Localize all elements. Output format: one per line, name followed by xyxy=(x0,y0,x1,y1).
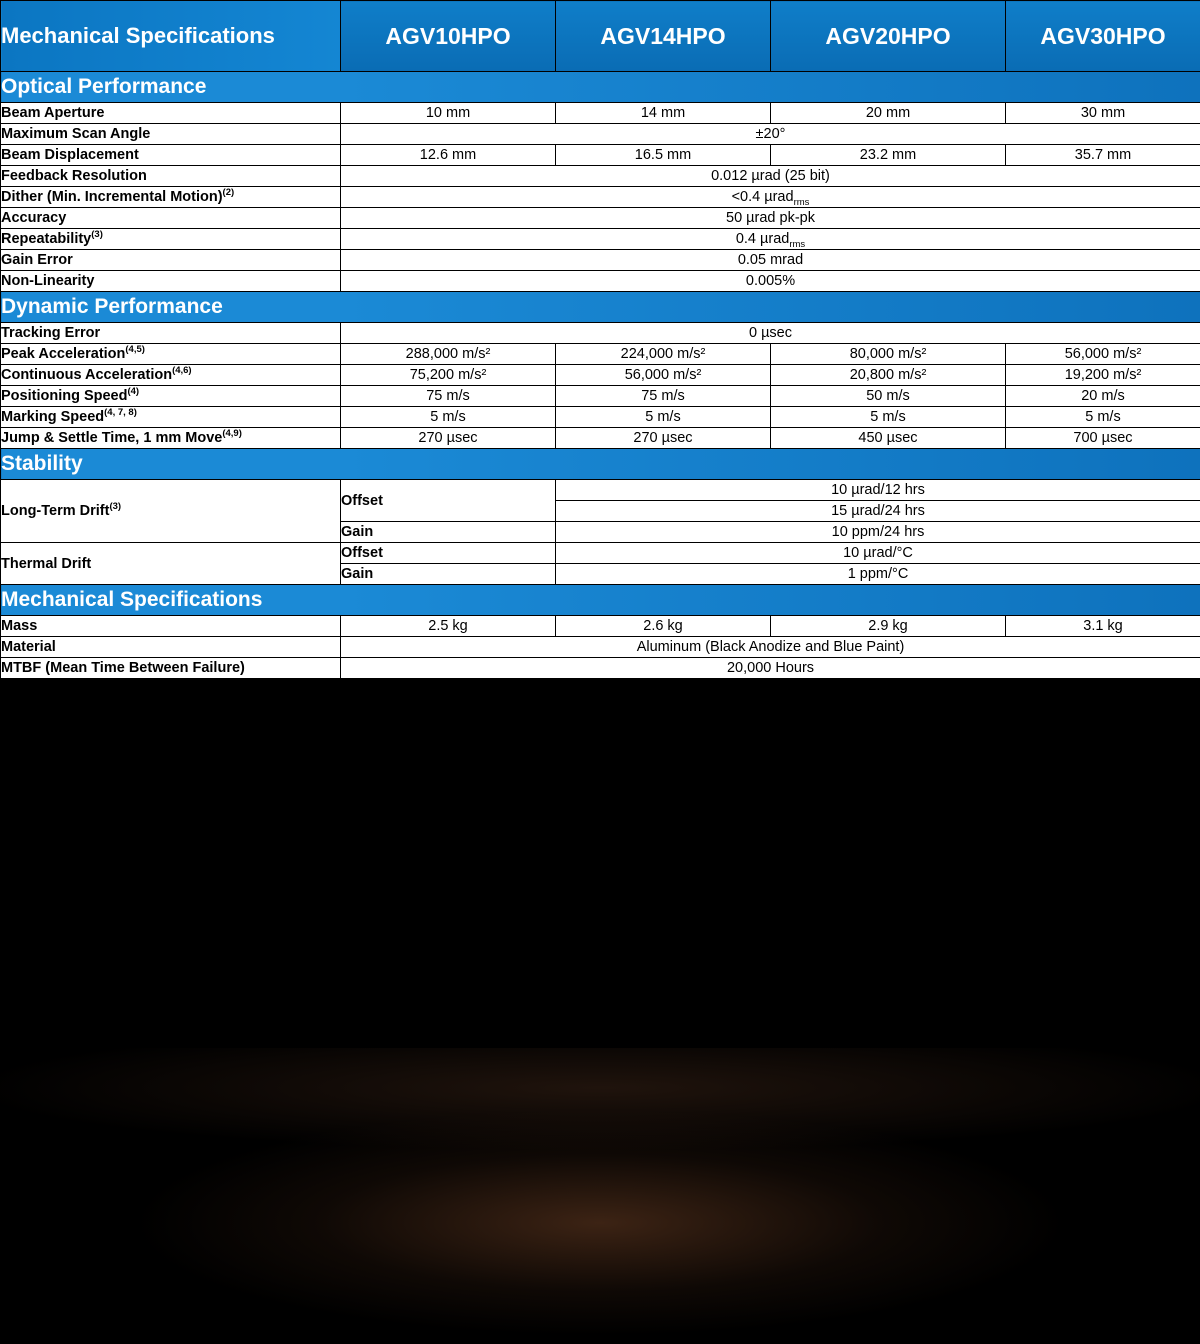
table-row xyxy=(1,386,1200,407)
cell-material: Aluminum (Black Anodize and Blue Paint) xyxy=(341,637,1200,658)
footnote-marker: (4, 7, 8) xyxy=(104,407,137,419)
cell-continuous-acceleration-4: 19,200 m/s² xyxy=(1006,365,1200,386)
footnote-marker: (2) xyxy=(222,187,235,199)
section-row-dynamic xyxy=(1,292,1200,323)
cell-peak-acceleration-1: 288,000 m/s² xyxy=(341,344,556,365)
cell-positioning-speed-4: 20 m/s xyxy=(1006,386,1200,407)
cell-long-term-drift-gain: 10 ppm/24 hrs xyxy=(556,522,1200,543)
cell-positioning-speed-1: 75 m/s xyxy=(341,386,556,407)
footnote-marker: (4,6) xyxy=(172,365,192,377)
row-label-jump-settle-time-text: Jump & Settle Time, 1 mm Move xyxy=(1,430,223,446)
cell-beam-aperture-3: 20 mm xyxy=(771,103,1006,124)
footnote-marker: (3) xyxy=(91,229,103,241)
cell-repeatability xyxy=(341,229,1200,250)
cell-non-linearity: 0.005% xyxy=(341,271,1200,292)
section-title-optical: Optical Performance xyxy=(1,72,1200,103)
row-label-dither xyxy=(1,187,341,208)
row-label-material: Material xyxy=(1,637,341,658)
row-label-jump-settle-time xyxy=(1,428,341,449)
cell-beam-displacement-4: 35.7 mm xyxy=(1006,145,1200,166)
table-row xyxy=(1,407,1200,428)
table-row xyxy=(1,187,1200,208)
cell-beam-aperture-1: 10 mm xyxy=(341,103,556,124)
row-label-tracking-error: Tracking Error xyxy=(1,323,341,344)
cell-thermal-drift-offset: 10 µrad/°C xyxy=(556,543,1200,564)
unit-subscript: rms xyxy=(793,196,810,208)
cell-beam-aperture-2: 14 mm xyxy=(556,103,771,124)
row-label-repeatability xyxy=(1,229,341,250)
cell-long-term-drift-offset-24hrs: 15 µrad/24 hrs xyxy=(556,501,1200,522)
footnote-marker: (4,9) xyxy=(222,428,242,440)
cell-mass-2: 2.6 kg xyxy=(556,616,771,637)
table-row xyxy=(1,208,1200,229)
cell-gain-error: 0.05 mrad xyxy=(341,250,1200,271)
column-header-model-3: AGV20HPO xyxy=(771,1,1006,72)
row-label-marking-speed xyxy=(1,407,341,428)
row-label-mass: Mass xyxy=(1,616,341,637)
background-glow xyxy=(0,1048,1200,1344)
column-header-model-2: AGV14HPO xyxy=(556,1,771,72)
cell-dither xyxy=(341,187,1200,208)
cell-continuous-acceleration-2: 56,000 m/s² xyxy=(556,365,771,386)
cell-jump-settle-2: 270 µsec xyxy=(556,428,771,449)
cell-maximum-scan-angle: ±20° xyxy=(341,124,1200,145)
subrow-label-offset: Offset xyxy=(341,543,556,564)
cell-thermal-drift-gain: 1 ppm/°C xyxy=(556,564,1200,585)
cell-mass-1: 2.5 kg xyxy=(341,616,556,637)
cell-positioning-speed-2: 75 m/s xyxy=(556,386,771,407)
row-label-thermal-drift: Thermal Drift xyxy=(1,543,341,585)
section-row-stability xyxy=(1,449,1200,480)
footnote-marker: (4) xyxy=(127,386,140,398)
section-title-dynamic: Dynamic Performance xyxy=(1,292,1200,323)
table-row xyxy=(1,229,1200,250)
table-row xyxy=(1,344,1200,365)
cell-mass-4: 3.1 kg xyxy=(1006,616,1200,637)
row-label-mtbf: MTBF (Mean Time Between Failure) xyxy=(1,658,341,679)
cell-jump-settle-1: 270 µsec xyxy=(341,428,556,449)
table-row xyxy=(1,637,1200,658)
section-title-stability: Stability xyxy=(1,449,1200,480)
cell-marking-speed-4: 5 m/s xyxy=(1006,407,1200,428)
cell-beam-displacement-3: 23.2 mm xyxy=(771,145,1006,166)
cell-marking-speed-2: 5 m/s xyxy=(556,407,771,428)
subrow-label-gain: Gain xyxy=(341,564,556,585)
table-row xyxy=(1,543,1200,564)
cell-tracking-error: 0 µsec xyxy=(341,323,1200,344)
cell-dither-text: <0.4 µrad xyxy=(731,189,794,205)
section-title-mechanical: Mechanical Specifications xyxy=(1,585,1200,616)
table-row xyxy=(1,658,1200,679)
cell-feedback-resolution: 0.012 µrad (25 bit) xyxy=(341,166,1200,187)
section-row-mechanical xyxy=(1,585,1200,616)
row-label-continuous-acceleration-text: Continuous Acceleration xyxy=(1,367,173,383)
table-row xyxy=(1,428,1200,449)
row-label-positioning-speed-text: Positioning Speed xyxy=(1,388,128,404)
row-label-beam-displacement: Beam Displacement xyxy=(1,145,341,166)
row-label-feedback-resolution: Feedback Resolution xyxy=(1,166,341,187)
table-row xyxy=(1,480,1200,501)
row-label-beam-aperture: Beam Aperture xyxy=(1,103,341,124)
cell-jump-settle-3: 450 µsec xyxy=(771,428,1006,449)
cell-continuous-acceleration-1: 75,200 m/s² xyxy=(341,365,556,386)
cell-beam-displacement-1: 12.6 mm xyxy=(341,145,556,166)
footnote-marker: (3) xyxy=(109,501,122,513)
cell-beam-aperture-4: 30 mm xyxy=(1006,103,1200,124)
table-row xyxy=(1,250,1200,271)
row-label-accuracy: Accuracy xyxy=(1,208,341,229)
table-row xyxy=(1,365,1200,386)
subrow-label-gain: Gain xyxy=(341,522,556,543)
page-title: Mechanical Specifications xyxy=(1,1,341,72)
column-header-model-1: AGV10HPO xyxy=(341,1,556,72)
footnote-marker: (4,5) xyxy=(125,344,145,356)
unit-subscript: rms xyxy=(789,238,806,250)
table-row xyxy=(1,103,1200,124)
row-label-gain-error: Gain Error xyxy=(1,250,341,271)
row-label-repeatability-text: Repeatability xyxy=(1,231,92,247)
table-row xyxy=(1,145,1200,166)
cell-long-term-drift-offset-12hrs: 10 µrad/12 hrs xyxy=(556,480,1200,501)
cell-continuous-acceleration-3: 20,800 m/s² xyxy=(771,365,1006,386)
row-label-marking-speed-text: Marking Speed xyxy=(1,409,105,425)
cell-jump-settle-4: 700 µsec xyxy=(1006,428,1200,449)
row-label-positioning-speed xyxy=(1,386,341,407)
cell-peak-acceleration-2: 224,000 m/s² xyxy=(556,344,771,365)
cell-peak-acceleration-4: 56,000 m/s² xyxy=(1006,344,1200,365)
row-label-continuous-acceleration xyxy=(1,365,341,386)
cell-marking-speed-1: 5 m/s xyxy=(341,407,556,428)
table-header-row xyxy=(1,1,1200,72)
cell-mass-3: 2.9 kg xyxy=(771,616,1006,637)
table-row xyxy=(1,271,1200,292)
table-row xyxy=(1,323,1200,344)
row-label-maximum-scan-angle: Maximum Scan Angle xyxy=(1,124,341,145)
row-label-peak-acceleration-text: Peak Acceleration xyxy=(1,346,126,362)
row-label-long-term-drift-text: Long-Term Drift xyxy=(1,503,110,519)
cell-beam-displacement-2: 16.5 mm xyxy=(556,145,771,166)
column-header-model-4: AGV30HPO xyxy=(1006,1,1200,72)
table-row xyxy=(1,166,1200,187)
row-label-non-linearity: Non-Linearity xyxy=(1,271,341,292)
row-label-peak-acceleration xyxy=(1,344,341,365)
subrow-label-offset: Offset xyxy=(341,480,556,522)
row-label-long-term-drift xyxy=(1,480,341,543)
cell-mtbf: 20,000 Hours xyxy=(341,658,1200,679)
cell-positioning-speed-3: 50 m/s xyxy=(771,386,1006,407)
table-row xyxy=(1,616,1200,637)
section-row-optical xyxy=(1,72,1200,103)
cell-repeatability-text: 0.4 µrad xyxy=(735,231,790,247)
row-label-dither-text: Dither (Min. Incremental Motion) xyxy=(1,189,223,205)
cell-marking-speed-3: 5 m/s xyxy=(771,407,1006,428)
cell-peak-acceleration-3: 80,000 m/s² xyxy=(771,344,1006,365)
cell-accuracy: 50 µrad pk-pk xyxy=(341,208,1200,229)
table-row xyxy=(1,124,1200,145)
